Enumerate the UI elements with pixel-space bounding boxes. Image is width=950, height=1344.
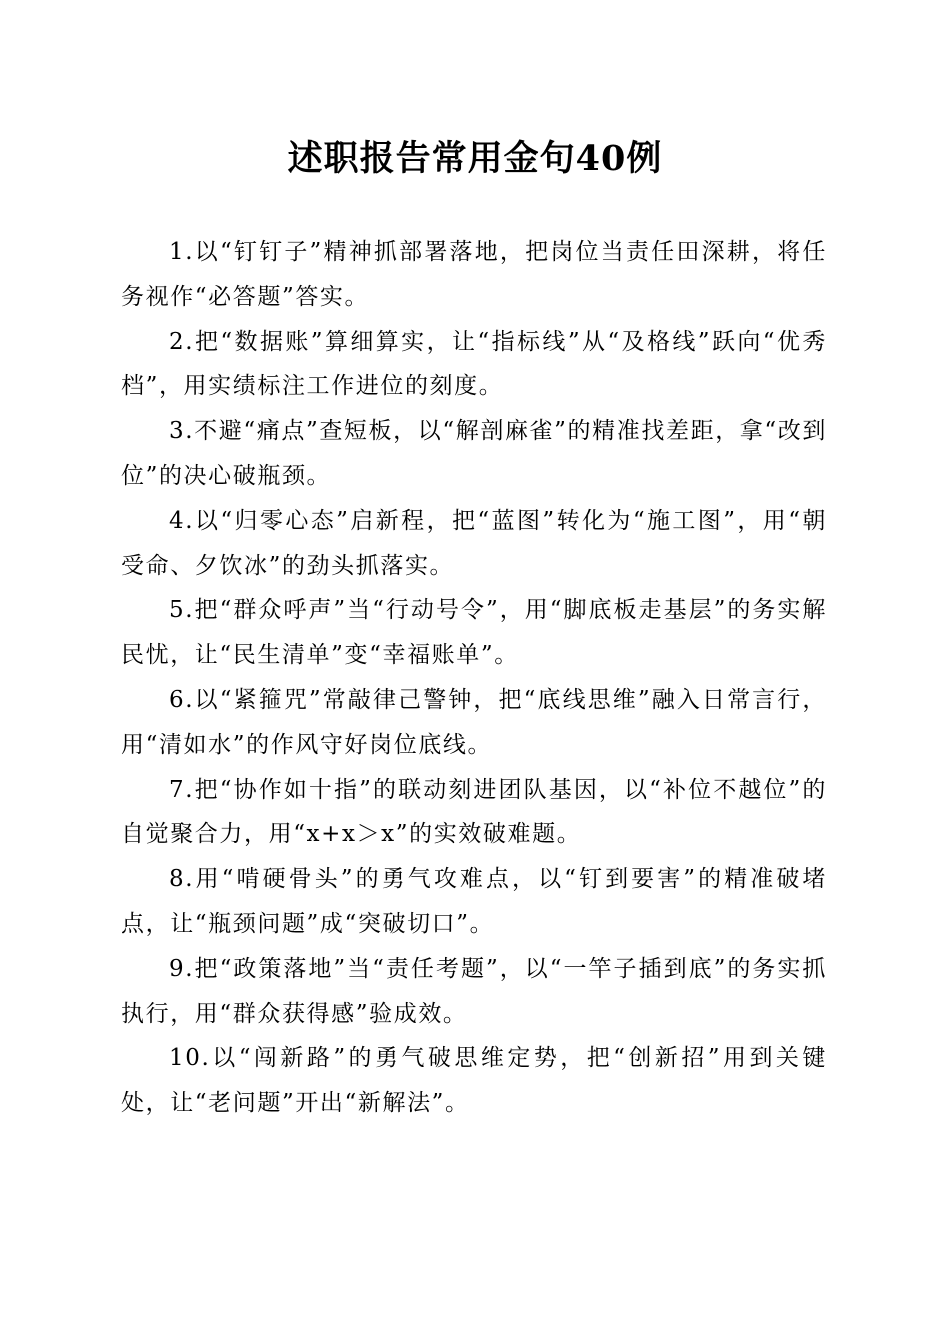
paragraph-6: 6.以“紧箍咒”常敲律己警钟，把“底线思维”融入日常言行，用“清如水”的作风守好岗位底线。 [121,686,827,758]
paragraph-10: 10.以“闯新路”的勇气破思维定势，把“创新招”用到关键处，让“老问题”开出“新解法”。 [121,1045,827,1117]
paragraph-5: 5.把“群众呼声”当“行动号令”，用“脚底板走基层”的务实解民忧，让“民生清单”变“幸福账单”。 [121,597,827,669]
page-title: 述职报告常用金句40例 [287,138,663,179]
paragraph-1: 1.以“钉钉子”精神抓部署落地，把岗位当责任田深耕，将任务视作“必答题”答实。 [121,239,827,310]
paragraph-8: 8.用“啃硬骨头”的勇气攻难点，以“钉到要害”的精准破堵点，让“瓶颈问题”成“突破切口”。 [121,866,827,937]
paragraph-4: 4.以“归零心态”启新程，把“蓝图”转化为“施工图”，用“朝受命、夕饮冰”的劲头抓落实。 [121,507,827,579]
paragraph-3: 3.不避“痛点”查短板，以“解剖麻雀”的精准找差距，拿“改到位”的决心破瓶颈。 [121,418,827,489]
paragraph-2: 2.把“数据账”算细算实，让“指标线”从“及格线”跃向“优秀档”，用实绩标注工作进位的刻度。 [121,328,827,400]
paragraph-9: 9.把“政策落地”当“责任考题”，以“一竿子插到底”的务实抓执行，用“群众获得感”验成效。 [121,955,827,1027]
document-body [121,230,827,1126]
paragraph-7: 7.把“协作如十指”的联动刻进团队基因，以“补位不越位”的自觉聚合力，用“x+x＞x”的实效破难题。 [121,776,827,848]
